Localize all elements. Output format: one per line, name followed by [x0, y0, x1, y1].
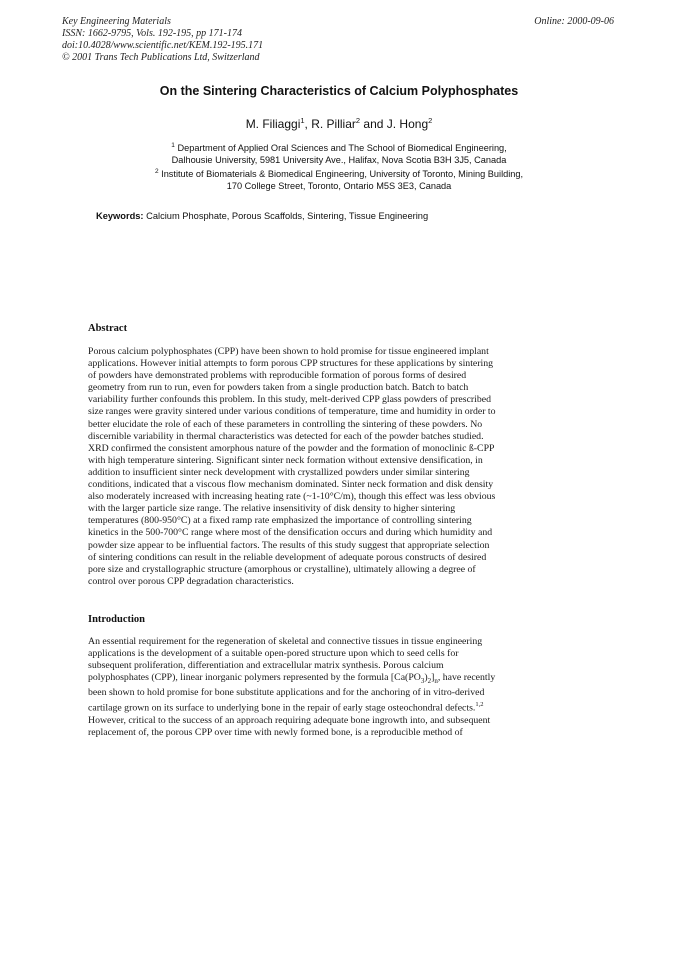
- abstract-line: geometry from run to run, even for powders taken from a single production batch. Batch to batch: [88, 382, 469, 394]
- keywords-text: Calcium Phosphate, Porous Scaffolds, Sintering, Tissue Engineering: [146, 211, 429, 221]
- text-run: ): [424, 672, 428, 684]
- introduction-line: An essential requirement for the regeneration of skeletal and connective tissues in tissue engineering: [88, 636, 483, 647]
- issn-line: ISSN: 1662-9795, Vols. 192-195, pp 171-174: [62, 28, 242, 39]
- introduction-line: been shown to hold promise for bone substitute applications and for the anchoring of in vitro-derived: [88, 687, 485, 699]
- author-name: J. Hong: [386, 117, 429, 131]
- abstract-line: control over porous CPP degradation characteristics.: [88, 575, 294, 587]
- text-run: polyphosphates (CPP), linear inorganic polymers represented by the formula [Ca(PO: [88, 672, 421, 684]
- introduction-line: However, critical to the success of an approach requiring adequate bone ingrowth into, and subsequent: [88, 714, 491, 726]
- journal-name: Key Engineering Materials: [62, 16, 171, 27]
- subscript: 3: [420, 677, 425, 686]
- abstract-line: variability further confounds this problem. In this study, melt-derived CPP glass powders of prescribed: [88, 394, 492, 406]
- abstract-line: Porous calcium polyphosphates (CPP) have been shown to hold promise for tissue engineered implant: [88, 346, 489, 357]
- introduction-body: [88, 636, 553, 739]
- author-separator: and: [360, 117, 387, 131]
- abstract-heading: Abstract: [88, 323, 128, 334]
- author-separator: ,: [304, 117, 312, 131]
- text-run: cartilage grown on its surface to underlying bone in the repair of early stage osteochondral defects.: [88, 702, 476, 714]
- abstract-line: addition to insufficient sinter neck development with crystallized powders under similar sintering: [88, 466, 470, 478]
- abstract-line: powder size appear to be influential factors. The results of this study suggest that appropriate selection: [88, 539, 490, 551]
- abstract-line: size ranges were gravity sintered under various conditions of temperature, time and humidity in order to: [88, 406, 496, 418]
- journal-meta: [62, 16, 263, 64]
- abstract-body: [88, 346, 553, 588]
- introduction-line: [88, 672, 553, 687]
- author-name: M. Filiaggi: [245, 117, 301, 131]
- affiliation-2: [0, 166, 678, 192]
- abstract-line: discernible variability in thermal characteristics was detected for each of the powder batches studied.: [88, 430, 484, 442]
- citation-mark: 1,2: [475, 701, 484, 709]
- affiliation-line: 170 College Street, Toronto, Ontario M5S 3E3, Canada: [226, 180, 452, 191]
- affiliation-line: Institute of Biomaterials & Biomedical Engineering, University of Toronto, Mining Building,: [161, 169, 524, 180]
- introduction-line: subsequent proliferation, differentiation and extracellular matrix synthesis. Porous calcium: [88, 660, 444, 672]
- abstract-line: with high temperature sintering. Significant sinter neck formation without extensive densification, in: [88, 454, 483, 466]
- affiliation-line: Department of Applied Oral Sciences and The School of Biomedical Engineering,: [177, 143, 507, 154]
- introduction-line: [88, 699, 553, 714]
- introduction-line: applications is the development of a suitable open-pored structure upon which to seed cells for: [88, 648, 459, 660]
- author-affiliation-mark: 2: [428, 116, 433, 125]
- copyright-line: © 2001 Trans Tech Publications Ltd, Switzerland: [62, 52, 260, 63]
- abstract-line: better elucidate the role of each of these parameters in controlling the sintering of these powders. No: [88, 418, 483, 430]
- author-affiliation-mark: 2: [355, 116, 361, 125]
- author-name: R. Pilliar: [311, 117, 356, 131]
- text-run: ]: [431, 672, 435, 684]
- paper-title: On the Sintering Characteristics of Calcium Polyphosphates: [159, 84, 519, 98]
- doi-line: doi:10.4028/www.scientific.net/KEM.192-195.171: [62, 40, 264, 51]
- abstract-line: of sintering conditions can result in the reliable development of adequate porous constructs of desired: [88, 551, 487, 563]
- subscript: n: [434, 677, 438, 686]
- abstract-line: temperatures (800-950°C) at a fixed ramp rate emphasized the importance of controlling sintering: [88, 515, 472, 527]
- abstract-line: conditions, indicated that a viscous flow mechanism dominated. Sinter neck formation and disk density: [88, 479, 494, 491]
- affiliation-line: Dalhousie University, 5981 University Ave., Halifax, Nova Scotia B3H 3J5, Canada: [171, 154, 507, 165]
- introduction-line: replacement of, the porous CPP over time with newly formed bone, is a reproducible method of: [88, 726, 463, 738]
- abstract-line: XRD confirmed the consistent amorphous nature of the powder and the formation of monoclinic ß-CPP: [88, 442, 495, 454]
- affiliation-mark: 1: [171, 142, 175, 149]
- subscript: 2: [427, 677, 432, 686]
- keywords: [96, 211, 428, 221]
- introduction-heading: Introduction: [88, 614, 145, 625]
- author-list: [0, 116, 678, 131]
- abstract-line: also moderately increased with increasing heating rate (~1-10°C/m), though this effect was less obvious: [88, 491, 496, 503]
- abstract-line: with the larger particle size range. The relative insensitivity of disk density to higher sintering: [88, 503, 456, 515]
- abstract-line: kinetics in the 500-700°C range where most of the densification occurs and during which humidity and: [88, 527, 493, 539]
- keywords-label: Keywords:: [96, 211, 144, 221]
- abstract-line: of powders have demonstrated problems with reproducible formation of porous forms of desired: [88, 370, 467, 382]
- affiliation-mark: 2: [154, 168, 159, 175]
- author-affiliation-mark: 1: [300, 116, 305, 125]
- abstract-line: applications. However initial attempts to form porous CPP structures for these applications by sintering: [88, 358, 494, 370]
- affiliation-1: [0, 140, 678, 166]
- text-run: , have recently: [437, 672, 496, 684]
- online-date: Online: 2000-09-06: [534, 16, 614, 27]
- abstract-line: pore size and crystallographic structure (amorphous or crystalline), ultimately allowing a degree of: [88, 563, 476, 575]
